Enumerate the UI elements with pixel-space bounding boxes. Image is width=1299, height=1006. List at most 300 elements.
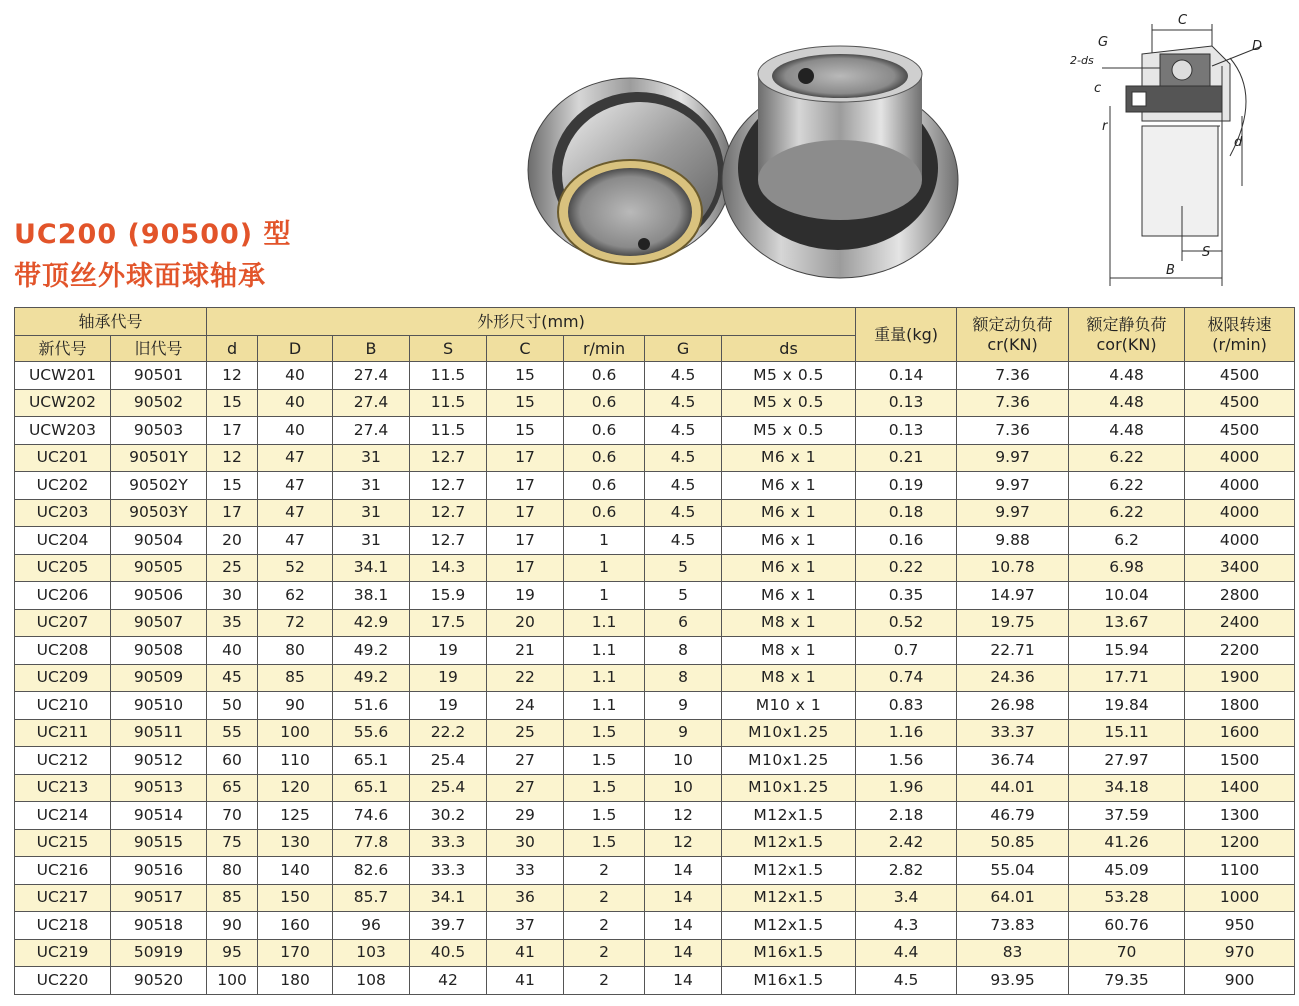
header-dimensions: 外形尺寸(mm) [207,308,856,336]
cell-speed: 1500 [1185,747,1295,775]
cell-B: 82.6 [333,857,410,885]
cell-speed: 1800 [1185,692,1295,720]
cell-cor: 6.22 [1069,472,1185,500]
cell-old-code: 90512 [111,747,207,775]
cell-old-code: 90513 [111,774,207,802]
cell-weight: 0.16 [856,527,957,555]
cell-new-code: UC208 [15,637,111,665]
cell-cr: 93.95 [957,967,1069,995]
cell-S: 25.4 [410,747,487,775]
cell-cor: 4.48 [1069,389,1185,417]
cell-d: 30 [207,582,258,610]
cell-G: 4.5 [645,417,722,445]
cell-d: 17 [207,417,258,445]
cell-old-code: 90501Y [111,444,207,472]
header-bearing-code: 轴承代号 [15,308,207,336]
cell-r: 1 [564,527,645,555]
cell-speed: 4500 [1185,362,1295,390]
cell-ds: M6 x 1 [722,444,856,472]
cell-D: 52 [258,554,333,582]
header-D: D [258,336,333,362]
label-B: B [1166,263,1175,278]
cell-d: 70 [207,802,258,830]
cell-speed: 900 [1185,967,1295,995]
cell-weight: 0.22 [856,554,957,582]
cell-C: 21 [487,637,564,665]
cell-ds: M12x1.5 [722,802,856,830]
cell-old-code: 90520 [111,967,207,995]
cell-new-code: UC209 [15,664,111,692]
cell-B: 96 [333,912,410,940]
table-row [15,499,1295,527]
table-row [15,884,1295,912]
cell-d: 35 [207,609,258,637]
cell-weight: 2.18 [856,802,957,830]
cell-r: 0.6 [564,417,645,445]
cell-d: 15 [207,389,258,417]
cell-cor: 6.98 [1069,554,1185,582]
cell-S: 17.5 [410,609,487,637]
label-D: D [1252,39,1263,54]
cell-cor: 34.18 [1069,774,1185,802]
table-row [15,692,1295,720]
table-row [15,664,1295,692]
cell-speed: 2400 [1185,609,1295,637]
cell-old-code: 90508 [111,637,207,665]
cell-D: 170 [258,939,333,967]
cell-G: 4.5 [645,389,722,417]
cell-ds: M10x1.25 [722,774,856,802]
cell-weight: 0.13 [856,417,957,445]
cell-speed: 1000 [1185,884,1295,912]
cell-r: 0.6 [564,389,645,417]
table-row [15,362,1295,390]
cell-B: 49.2 [333,664,410,692]
cell-G: 6 [645,609,722,637]
cell-new-code: UC219 [15,939,111,967]
cell-cor: 37.59 [1069,802,1185,830]
cell-G: 5 [645,554,722,582]
cell-S: 14.3 [410,554,487,582]
cell-weight: 1.16 [856,719,957,747]
cell-B: 108 [333,967,410,995]
cell-B: 38.1 [333,582,410,610]
header-S: S [410,336,487,362]
cell-weight: 0.7 [856,637,957,665]
cell-cr: 9.97 [957,499,1069,527]
cell-new-code: UC205 [15,554,111,582]
cell-ds: M12x1.5 [722,884,856,912]
cell-B: 49.2 [333,637,410,665]
cell-D: 150 [258,884,333,912]
cell-speed: 1200 [1185,829,1295,857]
cell-C: 41 [487,967,564,995]
table-row [15,829,1295,857]
cell-C: 19 [487,582,564,610]
cell-weight: 1.96 [856,774,957,802]
cell-d: 20 [207,527,258,555]
cell-G: 14 [645,884,722,912]
cell-cr: 24.36 [957,664,1069,692]
cell-cr: 9.97 [957,444,1069,472]
cell-new-code: UC213 [15,774,111,802]
cell-G: 14 [645,912,722,940]
cell-weight: 0.18 [856,499,957,527]
cell-r: 2 [564,912,645,940]
cell-B: 51.6 [333,692,410,720]
cell-d: 50 [207,692,258,720]
bearing-photo [520,40,970,280]
cell-r: 1.1 [564,609,645,637]
table-row [15,389,1295,417]
cell-G: 4.5 [645,444,722,472]
cell-old-code: 90518 [111,912,207,940]
cell-C: 37 [487,912,564,940]
cell-cor: 4.48 [1069,417,1185,445]
cell-D: 130 [258,829,333,857]
cell-r: 1 [564,582,645,610]
cell-cor: 45.09 [1069,857,1185,885]
cell-cor: 10.04 [1069,582,1185,610]
table-body [15,362,1295,995]
cell-S: 39.7 [410,912,487,940]
cell-D: 120 [258,774,333,802]
cell-S: 30.2 [410,802,487,830]
cell-cr: 9.97 [957,472,1069,500]
label-c: c [1094,81,1102,96]
table-row [15,472,1295,500]
table-row [15,747,1295,775]
cell-B: 27.4 [333,389,410,417]
cell-new-code: UC215 [15,829,111,857]
cell-old-code: 90501 [111,362,207,390]
header-G: G [645,336,722,362]
cell-weight: 4.4 [856,939,957,967]
cell-old-code: 90517 [111,884,207,912]
cell-speed: 950 [1185,912,1295,940]
cell-d: 15 [207,472,258,500]
cell-C: 36 [487,884,564,912]
cell-D: 125 [258,802,333,830]
cell-old-code: 90502 [111,389,207,417]
cell-weight: 0.13 [856,389,957,417]
cell-weight: 2.82 [856,857,957,885]
cell-cor: 6.22 [1069,444,1185,472]
cell-speed: 2800 [1185,582,1295,610]
cell-S: 12.7 [410,444,487,472]
cell-C: 15 [487,362,564,390]
cell-old-code: 50919 [111,939,207,967]
table-row [15,609,1295,637]
cell-ds: M5 x 0.5 [722,417,856,445]
cell-D: 80 [258,637,333,665]
label-C: C [1178,13,1188,28]
cell-d: 90 [207,912,258,940]
cell-ds: M8 x 1 [722,609,856,637]
cell-G: 8 [645,664,722,692]
cell-old-code: 90503 [111,417,207,445]
cell-C: 29 [487,802,564,830]
cell-cor: 15.94 [1069,637,1185,665]
cell-old-code: 90507 [111,609,207,637]
cell-r: 2 [564,884,645,912]
cell-D: 140 [258,857,333,885]
label-S: S [1202,245,1211,260]
cell-S: 33.3 [410,857,487,885]
cell-B: 85.7 [333,884,410,912]
cell-G: 10 [645,774,722,802]
cell-ds: M6 x 1 [722,554,856,582]
cell-C: 20 [487,609,564,637]
cell-new-code: UC220 [15,967,111,995]
cell-weight: 2.42 [856,829,957,857]
header-ds: ds [722,336,856,362]
cross-section-drawing [1062,6,1298,292]
table-row [15,637,1295,665]
cell-D: 85 [258,664,333,692]
cell-r: 1.5 [564,802,645,830]
table-row [15,444,1295,472]
cell-cor: 53.28 [1069,884,1185,912]
cell-d: 40 [207,637,258,665]
cell-cor: 41.26 [1069,829,1185,857]
cell-weight: 0.74 [856,664,957,692]
bearing-spec-table [14,307,1295,995]
cell-D: 160 [258,912,333,940]
cell-d: 55 [207,719,258,747]
header-old-code: 旧代号 [111,336,207,362]
cell-S: 11.5 [410,389,487,417]
cell-r: 2 [564,939,645,967]
cell-speed: 1100 [1185,857,1295,885]
cell-ds: M5 x 0.5 [722,389,856,417]
cell-new-code: UC214 [15,802,111,830]
cell-cor: 19.84 [1069,692,1185,720]
cell-r: 1.1 [564,692,645,720]
cell-G: 4.5 [645,499,722,527]
cell-ds: M5 x 0.5 [722,362,856,390]
cell-new-code: UC211 [15,719,111,747]
table-row [15,554,1295,582]
cell-new-code: UC218 [15,912,111,940]
cell-cr: 64.01 [957,884,1069,912]
cell-G: 12 [645,829,722,857]
table-row [15,912,1295,940]
cell-D: 40 [258,389,333,417]
header-speed-limit: 极限转速 (r/min) [1185,308,1295,362]
cell-S: 33.3 [410,829,487,857]
cell-B: 65.1 [333,774,410,802]
label-d: d [1234,135,1243,150]
cell-old-code: 90515 [111,829,207,857]
cell-S: 11.5 [410,362,487,390]
cell-D: 47 [258,499,333,527]
cell-G: 4.5 [645,472,722,500]
cell-cor: 27.97 [1069,747,1185,775]
cell-new-code: UC202 [15,472,111,500]
cell-cr: 9.88 [957,527,1069,555]
cell-cr: 7.36 [957,417,1069,445]
cell-D: 110 [258,747,333,775]
cell-cr: 46.79 [957,802,1069,830]
cell-C: 17 [487,554,564,582]
cell-new-code: UC201 [15,444,111,472]
cell-d: 12 [207,362,258,390]
cell-weight: 4.3 [856,912,957,940]
cell-weight: 0.83 [856,692,957,720]
cell-old-code: 90511 [111,719,207,747]
label-G: G [1098,35,1109,50]
cell-S: 40.5 [410,939,487,967]
cell-r: 1.5 [564,829,645,857]
cell-new-code: UC207 [15,609,111,637]
cell-speed: 4500 [1185,389,1295,417]
cell-B: 31 [333,444,410,472]
cell-weight: 1.56 [856,747,957,775]
cell-speed: 3400 [1185,554,1295,582]
cell-ds: M10x1.25 [722,719,856,747]
cell-r: 1.5 [564,719,645,747]
cell-S: 12.7 [410,499,487,527]
cell-G: 14 [645,857,722,885]
cell-G: 14 [645,939,722,967]
cell-D: 72 [258,609,333,637]
cell-r: 0.6 [564,444,645,472]
cell-B: 103 [333,939,410,967]
cell-cr: 36.74 [957,747,1069,775]
cell-new-code: UC212 [15,747,111,775]
label-2-ds: 2-ds [1070,54,1094,67]
cell-D: 180 [258,967,333,995]
cell-B: 42.9 [333,609,410,637]
cell-cr: 55.04 [957,857,1069,885]
table-row [15,417,1295,445]
cell-B: 55.6 [333,719,410,747]
cell-ds: M12x1.5 [722,829,856,857]
cell-G: 14 [645,967,722,995]
cell-cor: 4.48 [1069,362,1185,390]
cell-old-code: 90506 [111,582,207,610]
cell-G: 10 [645,747,722,775]
cell-r: 0.6 [564,472,645,500]
cell-speed: 4000 [1185,472,1295,500]
cell-speed: 1400 [1185,774,1295,802]
cell-G: 4.5 [645,527,722,555]
cell-weight: 0.35 [856,582,957,610]
cell-D: 47 [258,527,333,555]
cell-d: 12 [207,444,258,472]
cell-cor: 6.22 [1069,499,1185,527]
cell-D: 40 [258,417,333,445]
cell-speed: 1300 [1185,802,1295,830]
cell-cr: 22.71 [957,637,1069,665]
cell-ds: M12x1.5 [722,912,856,940]
table-row [15,582,1295,610]
table-row [15,719,1295,747]
table-row [15,967,1295,995]
cell-speed: 1900 [1185,664,1295,692]
cell-speed: 4000 [1185,444,1295,472]
cell-speed: 4000 [1185,527,1295,555]
cell-C: 25 [487,719,564,747]
cell-new-code: UC204 [15,527,111,555]
cell-cor: 6.2 [1069,527,1185,555]
header-C: C [487,336,564,362]
cell-S: 11.5 [410,417,487,445]
cell-B: 65.1 [333,747,410,775]
cell-B: 31 [333,527,410,555]
cell-cr: 50.85 [957,829,1069,857]
cell-cr: 33.37 [957,719,1069,747]
cell-C: 17 [487,444,564,472]
cell-S: 15.9 [410,582,487,610]
cell-cr: 83 [957,939,1069,967]
cell-d: 100 [207,967,258,995]
cell-B: 31 [333,472,410,500]
cell-old-code: 90502Y [111,472,207,500]
cell-ds: M16x1.5 [722,967,856,995]
cell-S: 42 [410,967,487,995]
cell-speed: 4500 [1185,417,1295,445]
header-static-load: 额定静负荷 cor(KN) [1069,308,1185,362]
cell-cr: 26.98 [957,692,1069,720]
cell-d: 60 [207,747,258,775]
header-weight: 重量(kg) [856,308,957,362]
cell-r: 1.1 [564,637,645,665]
cell-old-code: 90514 [111,802,207,830]
cell-r: 0.6 [564,362,645,390]
cell-B: 27.4 [333,417,410,445]
cell-new-code: UCW202 [15,389,111,417]
cell-G: 4.5 [645,362,722,390]
cell-B: 34.1 [333,554,410,582]
cell-cor: 79.35 [1069,967,1185,995]
cell-cr: 7.36 [957,362,1069,390]
cell-C: 15 [487,417,564,445]
cell-weight: 4.5 [856,967,957,995]
cell-B: 27.4 [333,362,410,390]
cell-C: 27 [487,774,564,802]
cell-G: 8 [645,637,722,665]
cell-new-code: UC206 [15,582,111,610]
cell-S: 12.7 [410,527,487,555]
cell-cr: 19.75 [957,609,1069,637]
cell-G: 12 [645,802,722,830]
cell-cor: 17.71 [1069,664,1185,692]
cell-ds: M6 x 1 [722,499,856,527]
cell-r: 1.1 [564,664,645,692]
cell-r: 1.5 [564,774,645,802]
cell-cor: 70 [1069,939,1185,967]
cell-weight: 0.21 [856,444,957,472]
cell-C: 22 [487,664,564,692]
cell-D: 40 [258,362,333,390]
cell-B: 74.6 [333,802,410,830]
cell-d: 75 [207,829,258,857]
header-dynamic-load: 额定动负荷 cr(KN) [957,308,1069,362]
cell-old-code: 90504 [111,527,207,555]
cell-C: 17 [487,527,564,555]
header-new-code: 新代号 [15,336,111,362]
table-row [15,802,1295,830]
title-line-1: UC200 (90500) 型 [14,219,292,250]
cell-old-code: 90503Y [111,499,207,527]
cell-new-code: UCW203 [15,417,111,445]
cell-speed: 970 [1185,939,1295,967]
cell-ds: M8 x 1 [722,637,856,665]
cell-weight: 0.52 [856,609,957,637]
cell-C: 41 [487,939,564,967]
